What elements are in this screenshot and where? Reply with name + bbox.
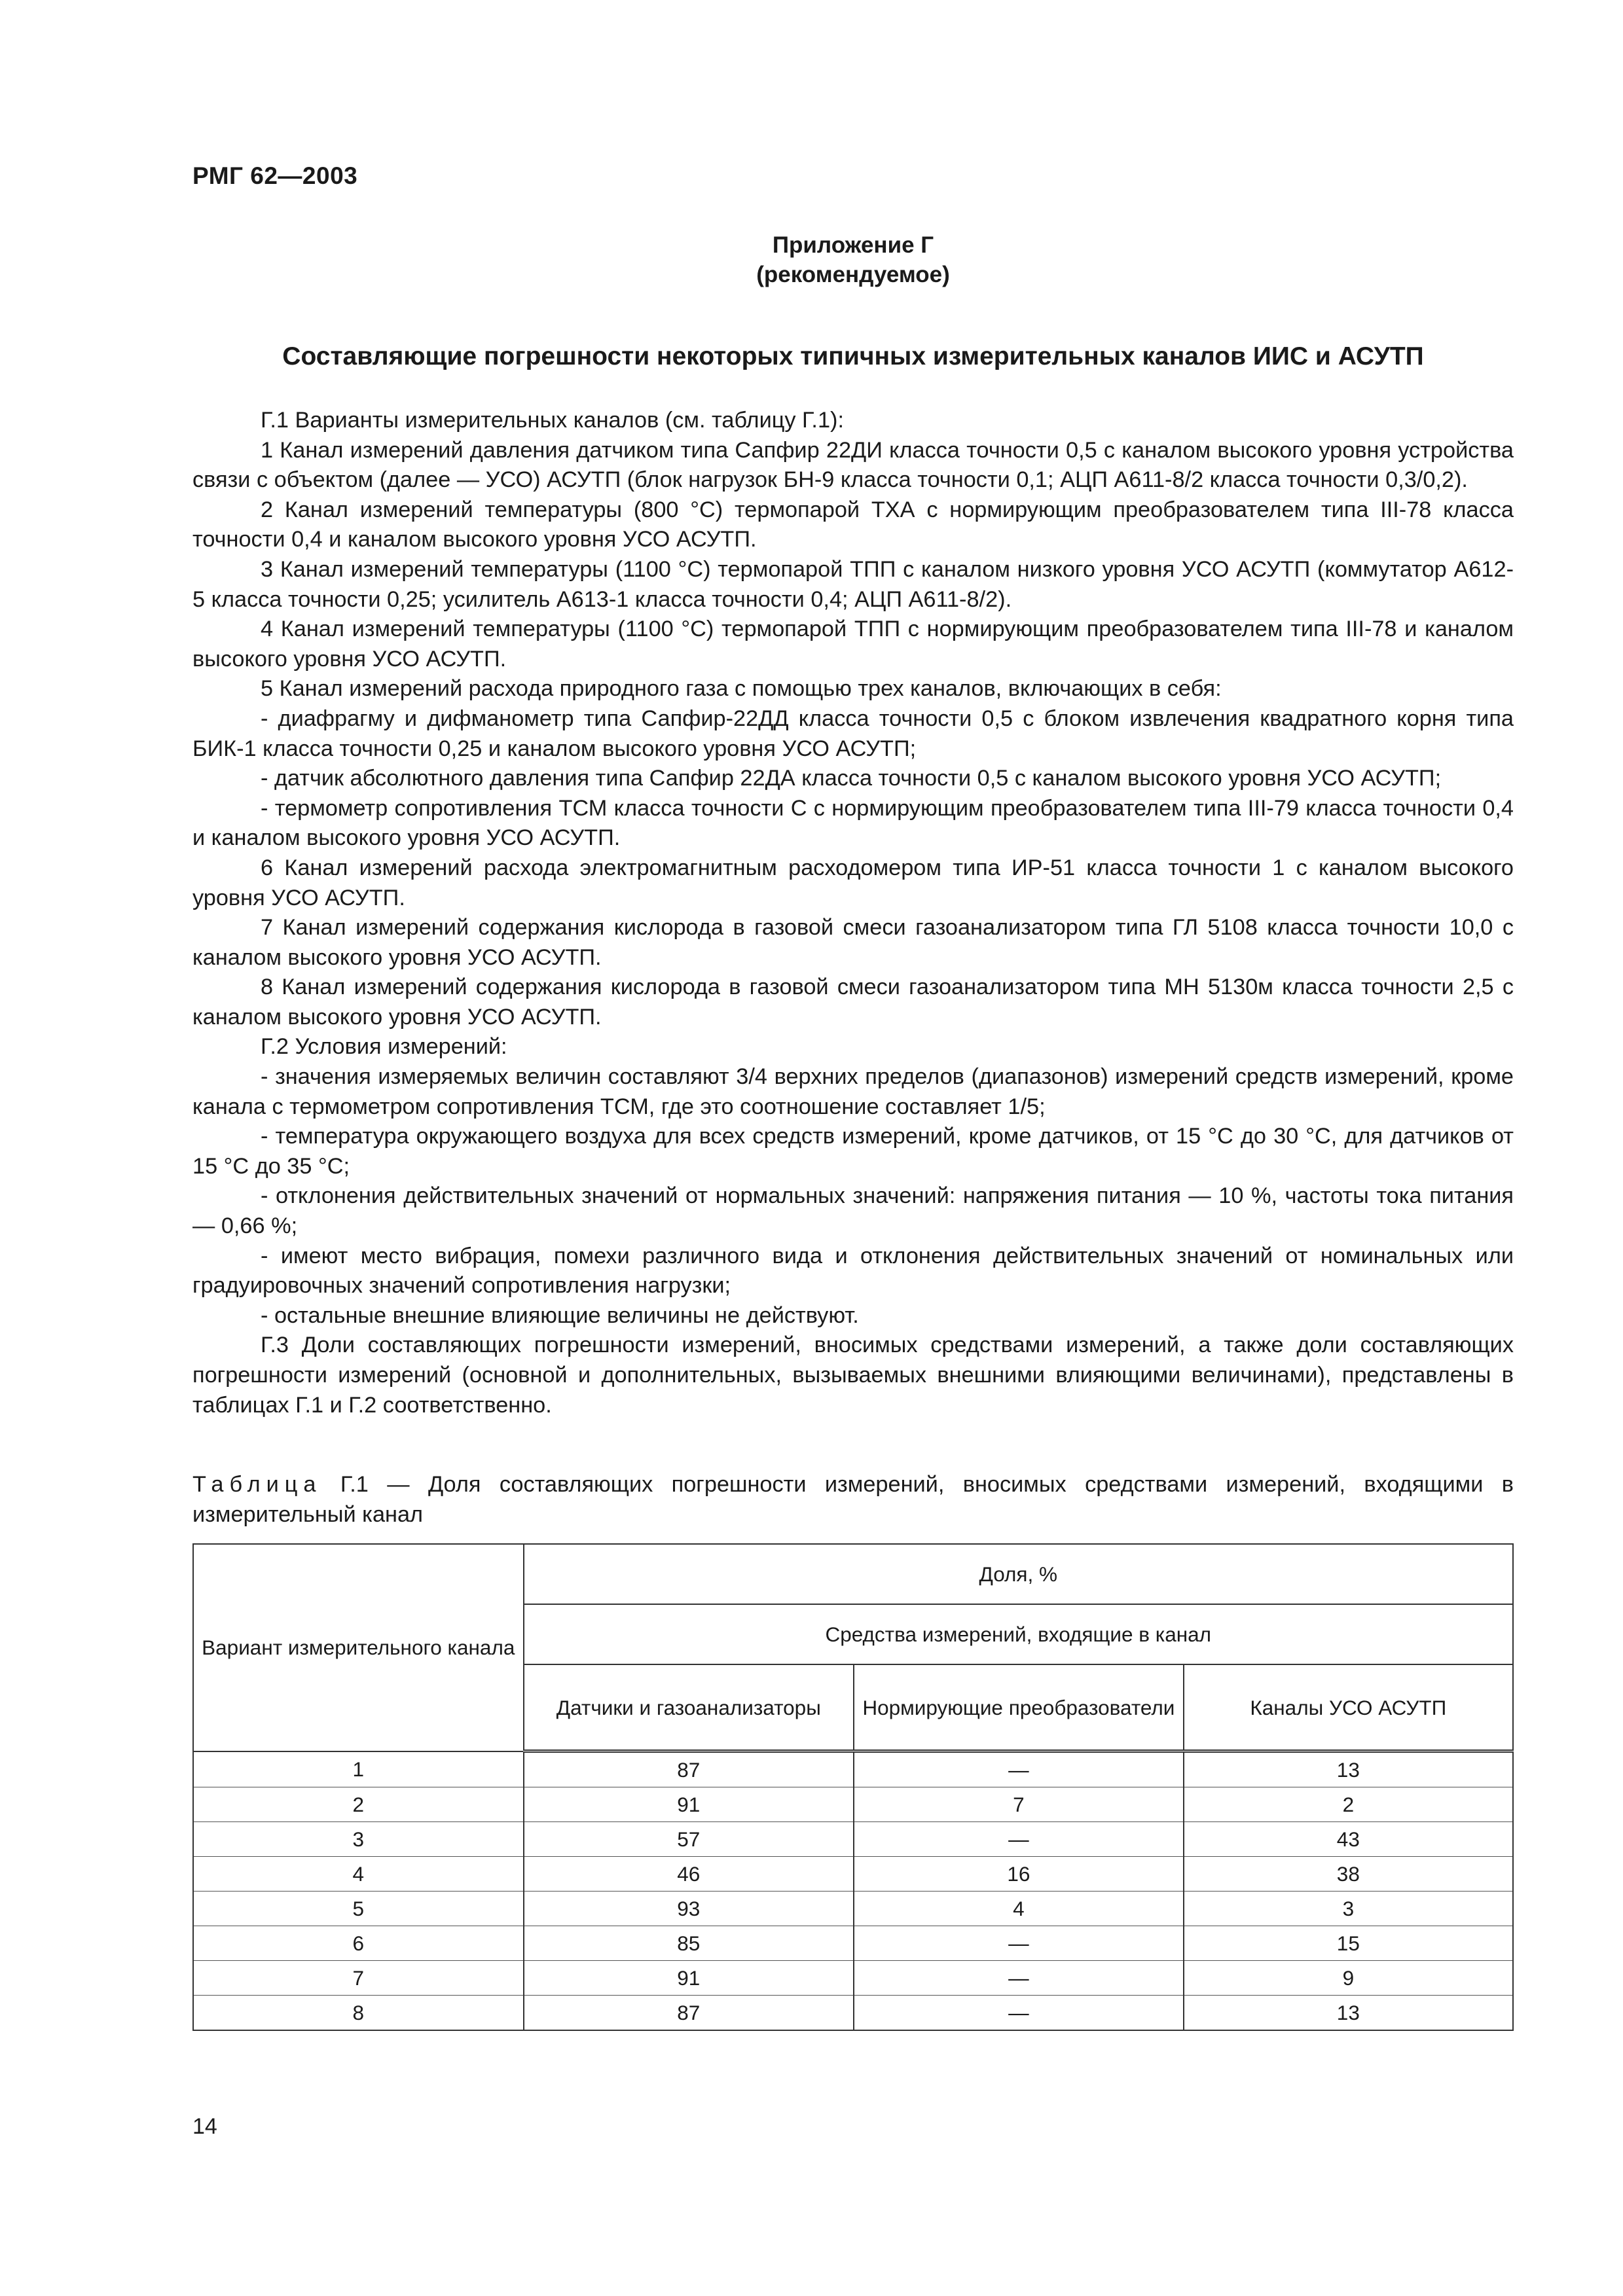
- header-sensors: Датчики и газоанализаторы: [524, 1664, 854, 1751]
- cell-variant: 7: [193, 1961, 524, 1996]
- header-share: Доля, %: [524, 1544, 1513, 1604]
- cell-sensors: 46: [524, 1857, 854, 1892]
- table-row: [193, 1996, 1513, 2031]
- paragraph: Г.1 Варианты измерительных каналов (см. таблицу Г.1):: [261, 408, 844, 433]
- cell-normalizers: —: [854, 1996, 1184, 2031]
- cell-sensors: 87: [524, 1751, 854, 1787]
- paragraph: - термометр сопротивления ТСМ класса точности С с нормирующим преобразователем типа III-79 класса точности 0,4 и каналом высокого уровня УСО АСУТП.: [192, 795, 1514, 851]
- cell-channels: 38: [1184, 1857, 1513, 1892]
- table-row: [193, 1787, 1513, 1822]
- paragraph: Г.2 Условия измерений:: [261, 1034, 507, 1060]
- table-row: [193, 1751, 1513, 1787]
- cell-variant: 4: [193, 1857, 524, 1892]
- table-row: [193, 1892, 1513, 1926]
- cell-sensors: 91: [524, 1961, 854, 1996]
- cell-variant: 1: [193, 1751, 524, 1787]
- cell-normalizers: —: [854, 1751, 1184, 1787]
- table-row: [193, 1926, 1513, 1961]
- cell-variant: 5: [193, 1892, 524, 1926]
- table-caption: [192, 1469, 1514, 1530]
- cell-normalizers: —: [854, 1822, 1184, 1857]
- document-code: РМГ 62—2003: [192, 162, 358, 189]
- cell-channels: 15: [1184, 1926, 1513, 1961]
- cell-normalizers: 16: [854, 1857, 1184, 1892]
- appendix-title: Приложение Г: [772, 232, 934, 258]
- paragraph: - отклонения действительных значений от нормальных значений: напряжения питания — 10 %, частоты тока питания — 0,66 %;: [192, 1183, 1514, 1239]
- paragraph: - имеют место вибрация, помехи различного вида и отклонения действительных значений от номинальных или градуировочных значений сопротивления нагрузки;: [192, 1243, 1514, 1299]
- header-instruments: Средства измерений, входящие в канал: [524, 1604, 1513, 1664]
- paragraph: 7 Канал измерений содержания кислорода в газовой смеси газоанализатором типа ГЛ 5108 класса точности 10,0 с каналом высокого уровня УСО АСУТП.: [192, 915, 1514, 970]
- header-channels: Каналы УСО АСУТП: [1184, 1664, 1513, 1751]
- cell-channels: 9: [1184, 1961, 1513, 1996]
- cell-channels: 3: [1184, 1892, 1513, 1926]
- table-row: [193, 1857, 1513, 1892]
- header-variant: Вариант измерительного канала: [193, 1544, 524, 1751]
- cell-variant: 8: [193, 1996, 524, 2031]
- cell-variant: 2: [193, 1787, 524, 1822]
- page-number: 14: [192, 2114, 217, 2139]
- paragraph: 3 Канал измерений температуры (1100 °С) термопарой ТПП с каналом низкого уровня УСО АСУТП (коммутатор А612-5 класса точности 0,25; усилитель А613-1 класса точности 0,4; АЦП А611-8/2).: [192, 556, 1514, 612]
- paragraph: - остальные внешние влияющие величины не действуют.: [261, 1302, 859, 1328]
- cell-variant: 6: [193, 1926, 524, 1961]
- share-table: [192, 1543, 1514, 2031]
- section-title: Составляющие погрешности некоторых типичных измерительных каналов ИИС и АСУТП: [282, 342, 1424, 370]
- cell-channels: 13: [1184, 1996, 1513, 2031]
- cell-channels: 13: [1184, 1751, 1513, 1787]
- cell-sensors: 57: [524, 1822, 854, 1857]
- cell-sensors: 85: [524, 1926, 854, 1961]
- cell-normalizers: 7: [854, 1787, 1184, 1822]
- table-caption-text: Г.1 — Доля составляющих погрешности измерений, вносимых средствами измерений, входящими в измерительный канал: [192, 1472, 1514, 1527]
- header-normalizers: Нормирующие преобразователи: [854, 1664, 1184, 1751]
- appendix-heading: [192, 230, 1514, 289]
- cell-sensors: 87: [524, 1996, 854, 2031]
- table-row: [193, 1961, 1513, 1996]
- paragraph: 2 Канал измерений температуры (800 °С) термопарой ТХА с нормирующим преобразователем типа III-78 класса точности 0,4 и каналом высокого уровня УСО АСУТП.: [192, 497, 1514, 552]
- body-text: [192, 406, 1514, 1420]
- table-caption-label: Таблица: [192, 1472, 322, 1497]
- cell-channels: 2: [1184, 1787, 1513, 1822]
- paragraph: - датчик абсолютного давления типа Сапфир 22ДА класса точности 0,5 с каналом высокого уровня УСО АСУТП;: [261, 766, 1442, 791]
- paragraph: - диафрагму и дифманометр типа Сапфир-22ДД класса точности 0,5 с блоком извлечения квадратного корня типа БИК-1 класса точности 0,25 и каналом высокого уровня УСО АСУТП;: [192, 706, 1514, 761]
- paragraph: 8 Канал измерений содержания кислорода в газовой смеси газоанализатором типа МН 5130м класса точности 2,5 с каналом высокого уровня УСО АСУТП.: [192, 975, 1514, 1030]
- paragraph: - температура окружающего воздуха для всех средств измерений, кроме датчиков, от 15 °С до 30 °С, для датчиков от 15 °С до 35 °С;: [192, 1124, 1514, 1179]
- table-row: [193, 1822, 1513, 1857]
- paragraph: 1 Канал измерений давления датчиком типа Сапфир 22ДИ класса точности 0,5 с каналом высокого уровня устройства связи с объектом (далее — УСО) АСУТП (блок нагрузок БН-9 класса точности 0,1; АЦП А611-8/2 класса точности 0,3/0,2).: [192, 437, 1514, 493]
- paragraph: 5 Канал измерений расхода природного газа с помощью трех каналов, включающих в себя:: [261, 676, 1222, 702]
- cell-sensors: 91: [524, 1787, 854, 1822]
- paragraph: - значения измеряемых величин составляют 3/4 верхних пределов (диапазонов) измерений средств измерений, кроме канала с термометром сопротивления ТСМ, где это соотношение составляет 1/5;: [192, 1064, 1514, 1119]
- paragraph: 6 Канал измерений расхода электромагнитным расходомером типа ИР-51 класса точности 1 с каналом высокого уровня УСО АСУТП.: [192, 855, 1514, 910]
- paragraph: Г.3 Доли составляющих погрешности измерений, вносимых средствами измерений, а также доли составляющих погрешности измерений (основной и дополнительных, вызываемых внешними влияющими величинами), представлены в таблицах Г.1 и Г.2 соответственно.: [192, 1333, 1514, 1418]
- cell-variant: 3: [193, 1822, 524, 1857]
- cell-normalizers: —: [854, 1926, 1184, 1961]
- cell-sensors: 93: [524, 1892, 854, 1926]
- cell-channels: 43: [1184, 1822, 1513, 1857]
- appendix-subtitle: (рекомендуемое): [756, 262, 950, 287]
- cell-normalizers: 4: [854, 1892, 1184, 1926]
- cell-normalizers: —: [854, 1961, 1184, 1996]
- paragraph: 4 Канал измерений температуры (1100 °С) термопарой ТПП с нормирующим преобразователем типа III-78 и каналом высокого уровня УСО АСУТП.: [192, 617, 1514, 672]
